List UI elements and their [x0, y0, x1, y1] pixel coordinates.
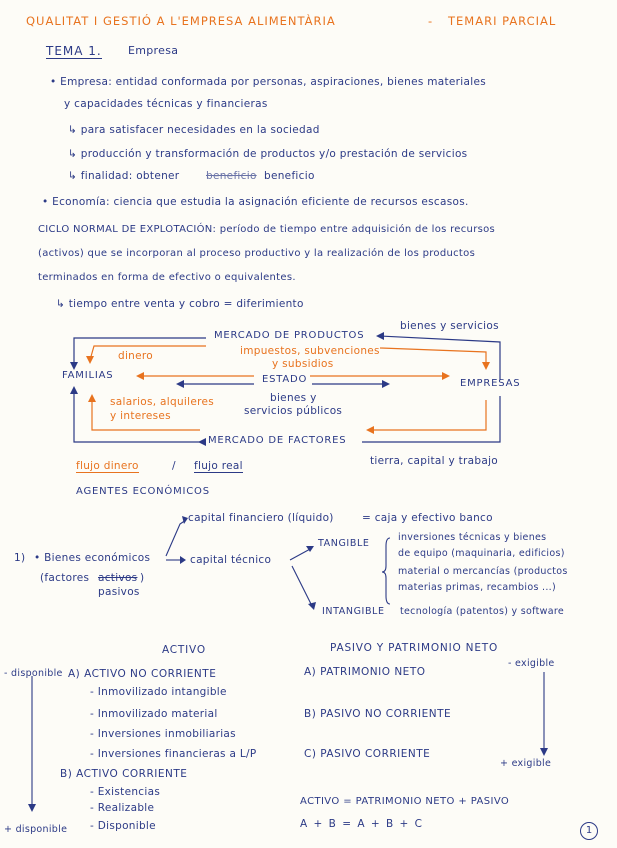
pasivo-item-a: A) PATRIMONIO NETO — [304, 666, 426, 678]
pasivo-title: PASIVO Y PATRIMONIO NETO — [330, 642, 499, 654]
tierra-label: tierra, capital y trabajo — [370, 455, 499, 467]
impuestos-line1: impuestos, subvenciones — [240, 345, 380, 357]
pasivo-item-c: C) PASIVO CORRIENTE — [304, 748, 431, 760]
ciclo-line3: terminados en forma de efectivo o equivalentes. — [38, 272, 296, 283]
estado-node: ESTADO — [262, 374, 308, 385]
flujo-real-legend: flujo real — [194, 460, 243, 472]
ac-item-3: - Disponible — [90, 820, 156, 832]
exigible-top: - exigible — [508, 658, 555, 669]
tangible-item-4: materias primas, recambios ...) — [398, 582, 556, 593]
pasivo-item-b: B) PASIVO NO CORRIENTE — [304, 708, 452, 720]
anc-item-3: - Inversiones inmobiliarias — [90, 728, 236, 740]
bienes-number: 1) — [14, 552, 26, 564]
tangible-label: TANGIBLE — [318, 538, 370, 549]
activo-corriente: B) ACTIVO CORRIENTE — [60, 768, 188, 780]
bienes-servicios-label: bienes y servicios — [400, 320, 499, 332]
tangible-item-2: de equipo (maquinaria, edificios) — [398, 548, 565, 559]
tangible-item-1: inversiones técnicas y bienes — [398, 532, 547, 543]
empresa-finalidad-strike: beneficio — [206, 170, 257, 182]
disponible-top: - disponible — [4, 668, 63, 679]
bienes-label-line3: pasivos — [98, 586, 140, 598]
empresa-finalidad: ↳ finalidad: obtener — [68, 170, 180, 182]
page-number: 1 — [580, 822, 598, 840]
capital-financiero-tail: = caja y efectivo banco — [362, 512, 493, 524]
dinero-label: dinero — [118, 350, 154, 362]
capital-financiero: capital financiero (líquido) — [188, 512, 334, 524]
flujo-dinero-legend: flujo dinero — [76, 460, 139, 472]
salarios-line1: salarios, alquileres — [110, 396, 215, 408]
anc-item-4: - Inversiones financieras a L/P — [90, 748, 257, 760]
flujo-slash: / — [172, 460, 176, 472]
header-dash: - — [428, 14, 433, 28]
empresa-def-line2: y capacidades técnicas y financieras — [64, 98, 268, 110]
balance-equation-letters: A + B = A + B + C — [300, 818, 424, 830]
tema-label: TEMA 1. — [46, 44, 102, 58]
intangible-label: INTANGIBLE — [322, 606, 385, 617]
header-subtitle: TEMARI PARCIAL — [448, 14, 557, 28]
salarios-line2: y intereses — [110, 410, 171, 422]
disponible-bottom: + disponible — [4, 824, 68, 835]
mercado-factores: MERCADO DE FACTORES — [208, 435, 347, 446]
balance-equation: ACTIVO = PATRIMONIO NETO + PASIVO — [300, 796, 510, 807]
empresa-bullet-1: ↳ para satisfacer necesidades en la sociedad — [68, 124, 320, 136]
bienes-label-close: ) — [140, 572, 145, 584]
bienes-publicos-line1: bienes y — [270, 392, 317, 404]
bienes-label-line2: (factores — [40, 572, 90, 584]
ciclo-tiempo: ↳ tiempo entre venta y cobro = diferimiento — [56, 298, 304, 310]
ac-item-2: - Realizable — [90, 802, 155, 814]
header-title: QUALITAT I GESTIÓ A L'EMPRESA ALIMENTÀRIA — [26, 14, 336, 28]
bienes-label-strike: activos — [98, 572, 138, 584]
empresa-def-line1: • Empresa: entidad conformada por personas, aspiraciones, bienes materiales — [50, 76, 486, 88]
economia-definition: • Economía: ciencia que estudia la asignación eficiente de recursos escasos. — [42, 196, 469, 208]
impuestos-line2: y subsidios — [272, 358, 334, 370]
exigible-bottom: + exigible — [500, 758, 552, 769]
ciclo-line2: (activos) que se incorporan al proceso productivo y la realización de los productos — [38, 248, 476, 259]
activo-title: ACTIVO — [162, 644, 206, 656]
anc-item-1: - Inmovilizado intangible — [90, 686, 227, 698]
empresas-node: EMPRESAS — [460, 378, 521, 389]
ac-item-1: - Existencias — [90, 786, 161, 798]
bienes-label-line1: • Bienes económicos — [34, 552, 151, 564]
anc-item-2: - Inmovilizado material — [90, 708, 218, 720]
familias-node: FAMILIAS — [62, 370, 114, 381]
mercado-productos: MERCADO DE PRODUCTOS — [214, 330, 365, 341]
tema-name: Empresa — [128, 44, 179, 57]
capital-tecnico: capital técnico — [190, 554, 272, 566]
tangible-item-3: material o mercancías (productos — [398, 566, 568, 577]
activo-no-corriente: A) ACTIVO NO CORRIENTE — [68, 668, 217, 680]
empresa-bullet-2: ↳ producción y transformación de productos y/o prestación de servicios — [68, 148, 468, 160]
bienes-publicos-line2: servicios públicos — [244, 405, 343, 417]
ciclo-line1: CICLO NORMAL DE EXPLOTACIÓN: período de tiempo entre adquisición de los recursos — [38, 224, 496, 235]
intangible-text: tecnología (patentos) y software — [400, 606, 564, 617]
agentes-economicos: AGENTES ECONÓMICOS — [76, 486, 210, 497]
empresa-finalidad-word: beneficio — [264, 170, 315, 182]
